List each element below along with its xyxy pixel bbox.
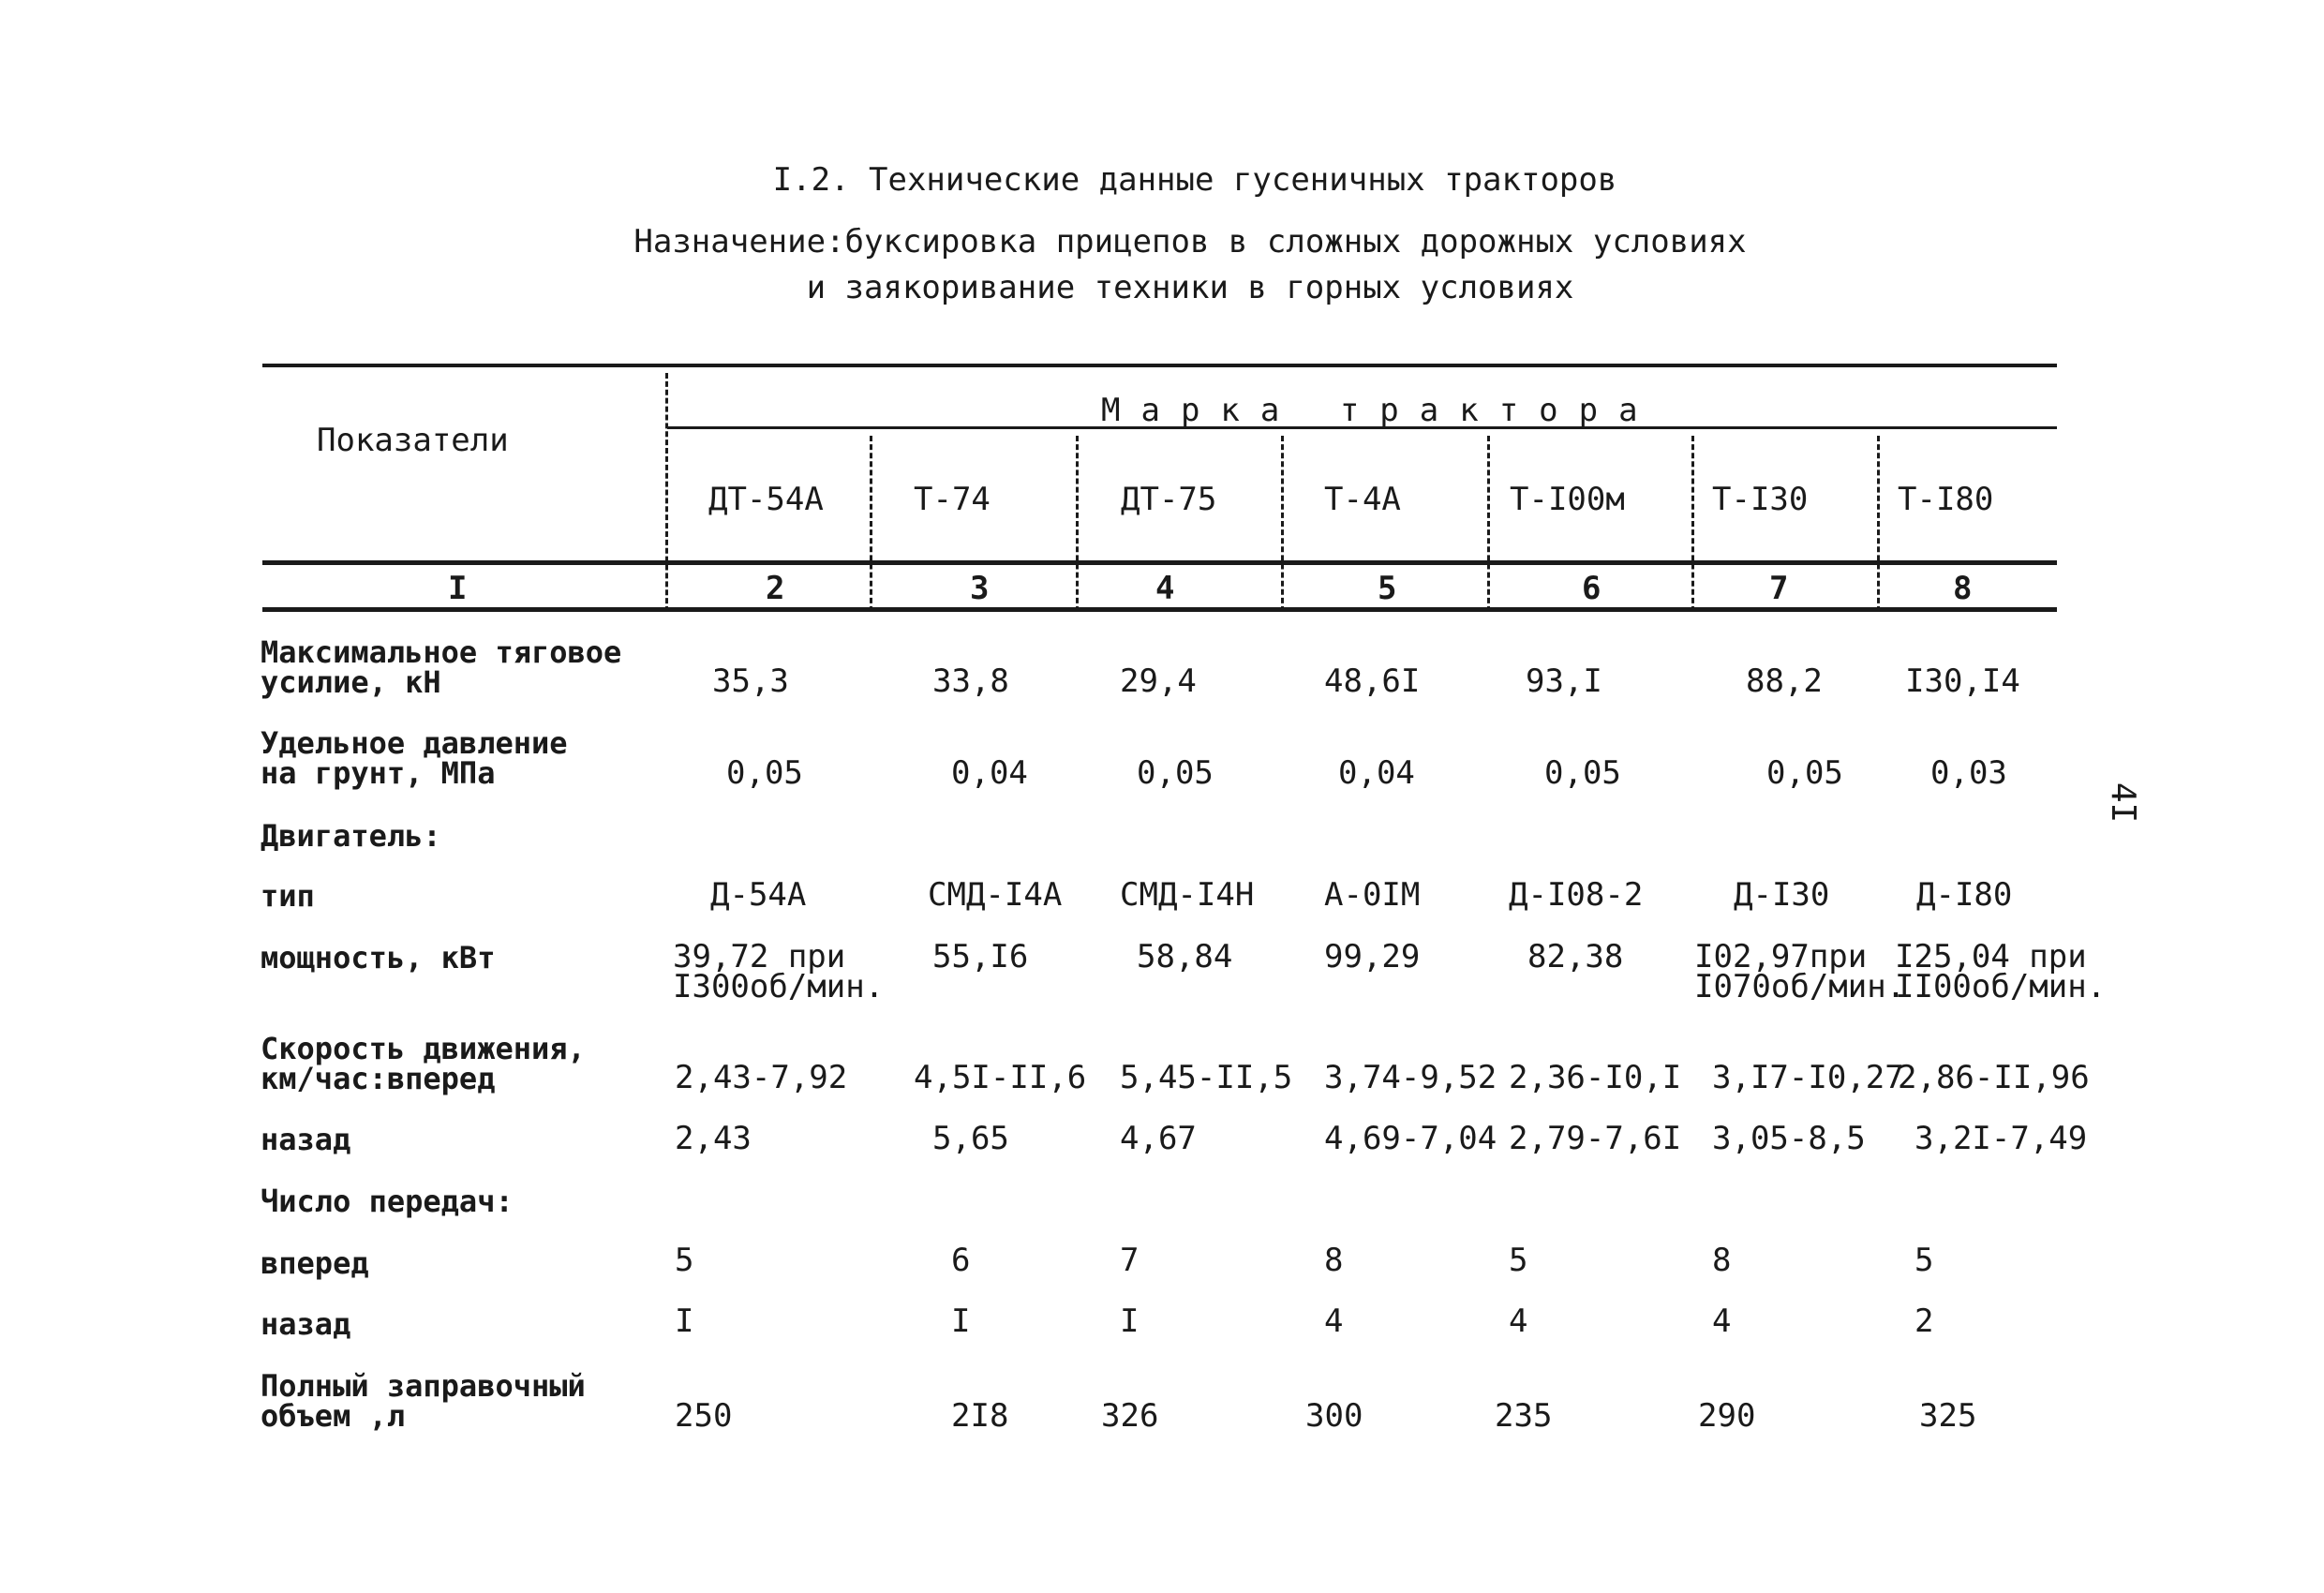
column-separator [1487, 436, 1490, 612]
column-separator [1281, 436, 1284, 612]
table-cell: 325 [1919, 1397, 1977, 1435]
table-cell: 0,05 [1766, 754, 1843, 792]
indicator-separator [665, 373, 668, 612]
table-cell: 35,3 [712, 663, 789, 700]
table-cell: 5,65 [932, 1120, 1009, 1157]
table-cell: 5,45-II,5 [1120, 1059, 1293, 1096]
column-separator [870, 436, 872, 612]
row-label: Максимальное тяговое [261, 634, 622, 670]
table-cell: 4 [1324, 1303, 1344, 1340]
table-cell: 8 [1712, 1242, 1732, 1279]
table-cell: 93,I [1526, 663, 1602, 700]
row-label: Полный заправочный [261, 1368, 586, 1404]
table-cell: 4,67 [1120, 1120, 1197, 1157]
model-name: Т-I80 [1898, 481, 1994, 518]
table-cell: 2,43 [675, 1120, 752, 1157]
model-name: ДТ-75 [1121, 481, 1217, 518]
column-number-rule [262, 607, 2057, 612]
table-cell: I02,97при [1694, 938, 1868, 975]
table-cell: 4 [1712, 1303, 1732, 1340]
row-label: усилие, кН [261, 664, 441, 700]
model-name: Т-I00м [1510, 481, 1625, 518]
table-cell: I25,04 при [1895, 938, 2087, 975]
table-cell: 4,69-7,04 [1324, 1120, 1497, 1157]
row-label: вперед [261, 1245, 369, 1281]
table-cell: 2 [1914, 1303, 1934, 1340]
table-cell: 8 [1324, 1242, 1344, 1279]
table-cell: I070об/мин. [1694, 968, 1906, 1005]
table-cell: Д-I80 [1916, 876, 2013, 914]
table-cell: 6 [951, 1242, 971, 1279]
table-cell: Д-54А [710, 876, 807, 914]
model-name: Т-I30 [1712, 481, 1809, 518]
table-cell: 4,5I-II,6 [914, 1059, 1087, 1096]
table-cell: 0,04 [951, 754, 1028, 792]
table-cell: 55,I6 [932, 938, 1029, 975]
table-cell: 0,03 [1930, 754, 2007, 792]
model-name: ДТ-54А [708, 481, 824, 518]
brand-header: Марка трактора [1101, 392, 1659, 429]
table-cell: 2,79-7,6I [1509, 1120, 1682, 1157]
table-cell: 88,2 [1746, 663, 1823, 700]
row-label: назад [261, 1306, 351, 1342]
table-cell: А-0IМ [1324, 876, 1421, 914]
table-cell: I [1120, 1303, 1140, 1340]
column-separator [1691, 436, 1694, 612]
model-name: Т-4А [1324, 481, 1401, 518]
table-cell: 3,74-9,52 [1324, 1059, 1497, 1096]
column-separator [1076, 436, 1079, 612]
table-cell: 300 [1305, 1397, 1363, 1435]
column-number: 2 [766, 570, 785, 607]
table-cell: I [675, 1303, 694, 1340]
section-label: Число передач: [261, 1184, 514, 1219]
row-label: назад [261, 1122, 351, 1157]
table-cell: 326 [1101, 1397, 1159, 1435]
table-cell: 3,05-8,5 [1712, 1120, 1866, 1157]
header-bottom-rule [262, 560, 2057, 565]
row-label: тип [261, 878, 315, 914]
table-top-rule [262, 364, 2057, 367]
table-cell: 3,I7-I0,27 [1712, 1059, 1904, 1096]
table-cell: 58,84 [1137, 938, 1233, 975]
table-cell: II00об/мин. [1895, 968, 2107, 1005]
column-number: I [448, 570, 468, 607]
table-cell: Д-I08-2 [1509, 876, 1644, 914]
table-cell: 99,29 [1324, 938, 1421, 975]
page-number: 4I [2104, 782, 2143, 824]
table-cell: 82,38 [1527, 938, 1624, 975]
row-label: Скорость движения, [261, 1031, 586, 1066]
table-cell: 250 [675, 1397, 733, 1435]
purpose-line-1: Назначение:буксировка прицепов в сложных дорожных условиях [633, 223, 1747, 261]
row-label: объем ,л [261, 1398, 406, 1434]
column-number: 7 [1769, 570, 1789, 607]
table-title: I.2. Технические данные гусеничных тракторов [772, 161, 1617, 199]
table-cell: 290 [1698, 1397, 1756, 1435]
table-cell: I30,I4 [1905, 663, 2020, 700]
table-cell: 29,4 [1120, 663, 1197, 700]
table-cell: 0,05 [1544, 754, 1621, 792]
column-separator [1877, 436, 1880, 612]
table-cell: 2,86-II,96 [1898, 1059, 2090, 1096]
column-number: 4 [1155, 570, 1175, 607]
table-cell: 2,43-7,92 [675, 1059, 848, 1096]
purpose-line-2: и заякоривание техники в горных условиях [806, 269, 1574, 306]
row-label: км/час:вперед [261, 1061, 496, 1096]
column-number: 8 [1953, 570, 1973, 607]
row-label: мощность, кВт [261, 940, 496, 975]
table-cell: 48,6I [1324, 663, 1421, 700]
table-cell: 0,04 [1338, 754, 1415, 792]
table-cell: 33,8 [932, 663, 1009, 700]
table-cell: 2,36-I0,I [1509, 1059, 1682, 1096]
table-cell: I300об/мин. [673, 968, 885, 1005]
table-cell: СМД-I4А [928, 876, 1063, 914]
table-cell: 3,2I-7,49 [1914, 1120, 2088, 1157]
table-cell: 7 [1120, 1242, 1140, 1279]
column-number: 3 [970, 570, 990, 607]
table-cell: 235 [1495, 1397, 1553, 1435]
table-cell: 5 [675, 1242, 694, 1279]
table-cell: 0,05 [1137, 754, 1214, 792]
table-cell: СМД-I4Н [1120, 876, 1255, 914]
indicator-header: Показатели [317, 422, 509, 459]
table-cell: 2I8 [951, 1397, 1009, 1435]
table-cell: 4 [1509, 1303, 1528, 1340]
table-cell: 39,72 при [673, 938, 846, 975]
table-cell: Д-I30 [1734, 876, 1830, 914]
section-label: Двигатель: [261, 818, 441, 854]
table-cell: 0,05 [726, 754, 803, 792]
table-cell: I [951, 1303, 971, 1340]
column-number: 5 [1378, 570, 1397, 607]
column-number: 6 [1582, 570, 1601, 607]
table-cell: 5 [1509, 1242, 1528, 1279]
row-label: Удельное давление [261, 725, 568, 761]
model-name: Т-74 [914, 481, 991, 518]
row-label: на грунт, МПа [261, 755, 496, 791]
table-cell: 5 [1914, 1242, 1934, 1279]
